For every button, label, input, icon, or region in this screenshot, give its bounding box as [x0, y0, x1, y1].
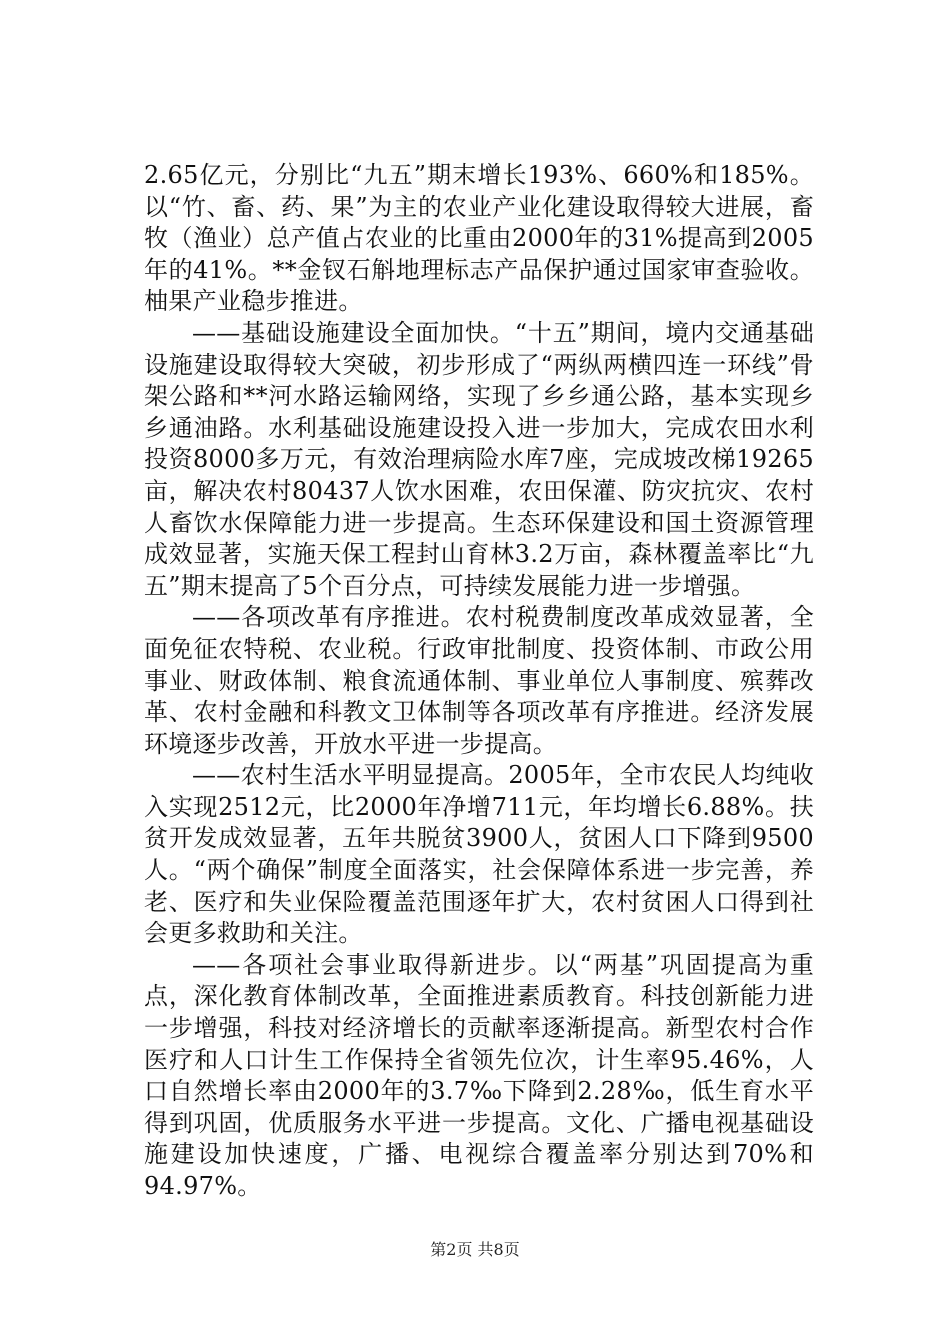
paragraph-living-standards: ——农村生活水平明显提高。2005年，全市农民人均纯收入实现2512元，比2000年净增711元，年均增长6.88%。扶贫开发成效显著，五年共脱贫3900人，贫困人口下降到9500人。“两个确保”制度全面落实，社会保障体系进一步完善，养老、医疗和失业保险覆盖范围逐年扩大，农村贫困人口得到社会更多救助和关注。 [144, 761, 814, 948]
page-footer [0, 1240, 950, 1260]
document-body [144, 160, 814, 1203]
page-number-label: 第2页 共8页 [430, 1240, 520, 1259]
paragraph-social-undertakings: ——各项社会事业取得新进步。以“两基”巩固提高为重点，深化教育体制改革，全面推进素质教育。科技创新能力进一步增强，科技对经济增长的贡献率逐渐提高。新型农村合作医疗和人口计生工作保持全省领先位次，计生率95.46%，人口自然增长率由2000年的3.7‰下降到2.28‰，低生育水平得到巩固，优质服务水平进一步提高。文化、广播电视基础设施建设加快速度，广播、电视综合覆盖率分别达到70%和94.97%。 [144, 950, 814, 1200]
paragraph-infrastructure: ——基础设施建设全面加快。“十五”期间，境内交通基础设施建设取得较大突破，初步形成了“两纵两横四连一环线”骨架公路和**河水路运输网络，实现了乡乡通公路，基本实现乡乡通油路。水利基础设施建设投入进一步加大，完成农田水利投资8000多万元，有效治理病险水库7座，完成坡改梯19265亩，解决农村80437人饮水困难，农田保灌、防灾抗灾、农村人畜饮水保障能力进一步提高。生态环保建设和国土资源管理成效显著，实施天保工程封山育林3.2万亩，森林覆盖率比“九五”期末提高了5个百分点，可持续发展能力进一步增强。 [144, 318, 814, 600]
paragraph-reform: ——各项改革有序推进。农村税费制度改革成效显著，全面免征农特税、农业税。行政审批制度、投资体制、市政公用事业、财政体制、粮食流通体制、事业单位人事制度、殡葬改革、农村金融和科教文卫体制等各项改革有序推进。经济发展环境逐步改善，开放水平进一步提高。 [144, 603, 814, 758]
paragraph-continuation: 2.65亿元，分别比“九五”期末增长193%、660%和185%。以“竹、畜、药、果”为主的农业产业化建设取得较大进展，畜牧（渔业）总产值占农业的比重由2000年的31%提高到2005年的41%。**金钗石斛地理标志产品保护通过国家审查验收。柚果产业稳步推进。 [144, 161, 814, 316]
